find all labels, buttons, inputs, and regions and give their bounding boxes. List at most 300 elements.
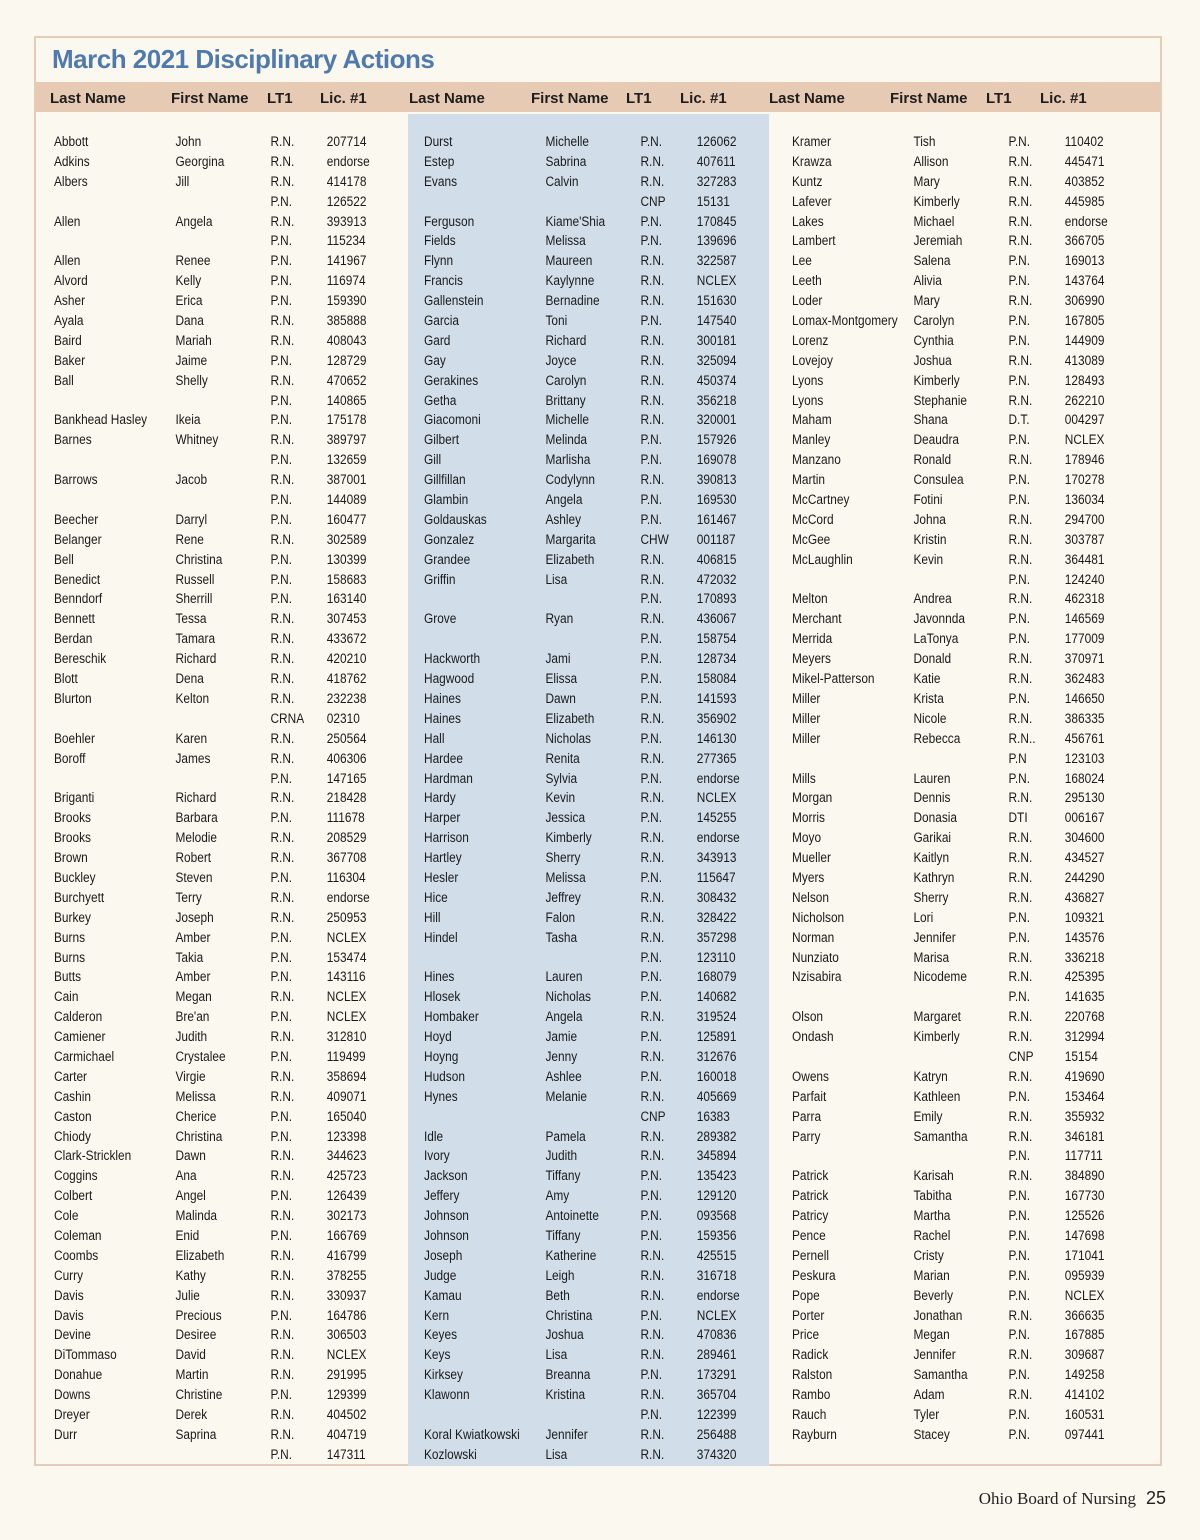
license-number-cell: 166769: [326, 1227, 367, 1243]
license-number-cell: 300181: [696, 332, 737, 348]
license-type-cell: R.N.: [1008, 452, 1033, 468]
license-number-cell: 147540: [696, 313, 737, 329]
license-number-cell: 135423: [696, 1168, 737, 1184]
last-name-cell: Flynn: [424, 253, 454, 269]
last-name-cell: Hardman: [424, 770, 473, 786]
page-footer: [979, 1488, 1166, 1509]
last-name-cell: Hardy: [424, 790, 456, 806]
license-type-cell: R.N.: [640, 392, 665, 408]
first-name-cell: Melissa: [545, 869, 586, 885]
license-number-cell: 355932: [1064, 1108, 1105, 1124]
license-number-cell: 001187: [696, 531, 736, 547]
license-type-cell: R.N.: [270, 153, 295, 169]
last-name-cell: Barnes: [54, 432, 92, 448]
license-number-cell: 159356: [696, 1227, 737, 1243]
first-name-cell: Enid: [175, 1227, 200, 1243]
first-name-cell: Judith: [175, 1029, 208, 1045]
first-name-cell: Precious: [175, 1307, 222, 1323]
license-number-cell: 434527: [1064, 850, 1105, 866]
license-type-cell: P.N.: [270, 1307, 293, 1323]
first-name-cell: John: [175, 134, 202, 149]
license-type-cell: R.N.: [640, 1267, 665, 1283]
first-name-cell: Megan: [913, 1327, 950, 1343]
first-name-cell: Adam: [913, 1387, 945, 1403]
last-name-cell: Harrison: [424, 830, 469, 846]
first-name-cell: Bre'an: [175, 1009, 210, 1025]
license-type-cell: R.N.: [270, 989, 295, 1005]
license-number-cell: 425515: [696, 1247, 737, 1263]
license-type-cell: P.N.: [270, 770, 293, 786]
license-type-cell: P.N.: [640, 810, 663, 826]
license-number-cell: 143116: [326, 969, 366, 985]
last-name-cell: Brooks: [54, 810, 91, 826]
last-name-cell: Hardee: [424, 750, 463, 766]
license-number-cell: 175178: [326, 412, 367, 428]
first-name-cell: Lisa: [545, 1347, 568, 1363]
last-name-cell: Gilbert: [424, 432, 459, 448]
license-number-cell: 129399: [326, 1387, 367, 1403]
license-type-cell: P.N.: [640, 213, 663, 229]
license-type-cell: P.N.: [1008, 1407, 1031, 1422]
license-type-cell: R.N.: [270, 611, 295, 627]
last-name-cell: Abbott: [54, 134, 89, 149]
last-name-cell: Kozlowski: [424, 1446, 477, 1462]
first-name-cell: Donald: [913, 651, 952, 667]
license-type-cell: P.N.: [1008, 1088, 1031, 1104]
last-name-cell: Dreyer: [54, 1407, 90, 1422]
license-type-cell: P.N.: [1008, 372, 1031, 388]
first-name-cell: Christina: [175, 1128, 223, 1144]
license-number-cell: 404502: [326, 1407, 367, 1422]
license-type-cell: R.N.: [270, 173, 295, 189]
last-name-cell: Lyons: [792, 392, 824, 408]
first-name-cell: Dawn: [545, 690, 576, 706]
first-name-cell: Bernadine: [545, 293, 600, 309]
last-name-cell: Burns: [54, 949, 86, 965]
last-name-cell: Burns: [54, 929, 86, 945]
license-number-cell: 408043: [326, 332, 367, 348]
license-type-cell: P.N.: [1008, 332, 1031, 348]
license-type-cell: P.N.: [1008, 690, 1031, 706]
last-name-cell: Devine: [54, 1327, 91, 1343]
first-name-cell: Marisa: [913, 949, 950, 965]
license-number-cell: 146569: [1064, 611, 1105, 627]
license-number-cell: 170278: [1064, 472, 1105, 488]
license-type-cell: P.N.: [640, 969, 663, 985]
license-number-cell: 303787: [1064, 531, 1105, 547]
last-name-cell: Lakes: [792, 213, 824, 229]
first-name-cell: Kathy: [175, 1267, 206, 1283]
license-number-cell: 406306: [326, 750, 367, 766]
last-name-cell: Durr: [54, 1426, 78, 1442]
last-name-cell: Melton: [792, 591, 828, 607]
license-number-cell: 110402: [1064, 134, 1104, 149]
first-name-cell: Kevin: [545, 790, 576, 806]
license-number-cell: 130399: [326, 551, 367, 567]
license-type-cell: R.N.: [270, 1088, 295, 1104]
first-name-cell: Amber: [175, 929, 211, 945]
license-type-cell: R.N.: [640, 1148, 665, 1164]
last-name-cell: Blott: [54, 671, 78, 687]
license-number-cell: 404719: [326, 1426, 367, 1442]
first-name-cell: Richard: [545, 332, 587, 348]
license-type-cell: P.N.: [1008, 611, 1031, 627]
license-number-cell: 291995: [326, 1367, 367, 1383]
license-type-cell: R.N.: [640, 850, 665, 866]
last-name-cell: Lovejoy: [792, 352, 833, 368]
license-type-cell: R.N.: [640, 571, 665, 587]
first-name-cell: Jessica: [545, 810, 586, 826]
last-name-cell: Gillfillan: [424, 472, 466, 488]
license-type-cell: R.N.: [270, 1168, 295, 1184]
license-type-cell: CNP: [1008, 1048, 1034, 1064]
license-type-cell: P.N.: [270, 352, 293, 368]
license-number-cell: 277365: [696, 750, 737, 766]
license-number-cell: 302589: [326, 531, 367, 547]
first-name-cell: Angela: [545, 492, 583, 508]
license-number-cell: 15131: [696, 193, 730, 209]
first-name-cell: Kathleen: [913, 1088, 961, 1104]
license-type-cell: R.N.: [640, 1128, 665, 1144]
last-name-cell: Adkins: [54, 153, 90, 169]
license-number-cell: 207714: [326, 134, 367, 149]
first-name-cell: Mariah: [175, 332, 212, 348]
license-type-cell: P.N.: [640, 1407, 663, 1422]
license-type-cell: R.N.: [270, 1247, 295, 1263]
license-type-cell: R.N.: [1008, 213, 1033, 229]
header-lic: Lic. #1: [1040, 90, 1087, 107]
license-number-cell: 171041: [1064, 1247, 1105, 1263]
last-name-cell: Evans: [424, 173, 458, 189]
last-name-cell: Goldauskas: [424, 511, 487, 527]
first-name-cell: Salena: [913, 253, 951, 269]
license-type-cell: R.N.: [270, 1367, 295, 1383]
license-number-cell: 124240: [1064, 571, 1105, 587]
first-name-cell: Carolyn: [545, 372, 587, 388]
license-type-cell: P.N.: [640, 313, 663, 329]
license-type-cell: R.N.: [640, 153, 665, 169]
last-name-cell: Bankhead Hasley: [54, 412, 148, 428]
first-name-cell: Renita: [545, 750, 580, 766]
license-number-cell: 02310: [326, 710, 360, 726]
license-type-cell: R.N.: [270, 790, 295, 806]
first-name-cell: Tabitha: [913, 1188, 952, 1204]
last-name-cell: Morgan: [792, 790, 833, 806]
last-name-cell: Peskura: [792, 1267, 836, 1283]
license-type-cell: R.N.: [270, 909, 295, 925]
last-name-cell: Keys: [424, 1347, 451, 1363]
license-type-cell: R.N.: [640, 472, 665, 488]
license-type-cell: P.N.: [270, 1446, 293, 1462]
license-number-cell: 456761: [1064, 730, 1105, 746]
last-name-cell: Colbert: [54, 1188, 93, 1204]
last-name-cell: Davis: [54, 1307, 84, 1323]
first-name-cell: Richard: [175, 790, 217, 806]
last-name-cell: Lorenz: [792, 332, 829, 348]
license-number-cell: 387001: [326, 472, 367, 488]
license-number-cell: 250564: [326, 730, 367, 746]
license-number-cell: 149258: [1064, 1367, 1105, 1383]
license-number-cell: 115647: [696, 869, 736, 885]
license-type-cell: R.N.: [1008, 671, 1033, 687]
license-type-cell: R.N.: [1008, 173, 1033, 189]
license-type-cell: R.N.: [640, 412, 665, 428]
license-type-cell: R.N.: [640, 1446, 665, 1462]
last-name-cell: Kramer: [792, 134, 831, 149]
license-type-cell: P.N.: [270, 1227, 293, 1243]
license-number-cell: 128493: [1064, 372, 1105, 388]
last-name-cell: Getha: [424, 392, 457, 408]
last-name-cell: Nzisabira: [792, 969, 842, 985]
license-number-cell: 409071: [326, 1088, 367, 1104]
license-number-cell: 159390: [326, 293, 367, 309]
license-type-cell: P.N.: [1008, 432, 1031, 448]
first-name-cell: Karisah: [913, 1168, 954, 1184]
last-name-cell: Hines: [424, 969, 455, 985]
first-name-cell: Christine: [175, 1387, 223, 1403]
license-type-cell: R.N.: [1008, 1108, 1033, 1124]
license-type-cell: P.N.: [640, 1208, 663, 1224]
license-type-cell: P.N.: [270, 1048, 293, 1064]
last-name-cell: Blurton: [54, 690, 92, 706]
first-name-cell: Cherice: [175, 1108, 217, 1124]
license-type-cell: R.N.: [640, 551, 665, 567]
license-type-cell: R.N.: [1008, 889, 1033, 905]
license-number-cell: 366635: [1064, 1307, 1105, 1323]
last-name-cell: Cole: [54, 1208, 79, 1224]
license-number-cell: 146650: [1064, 690, 1105, 706]
license-type-cell: R.N.: [640, 253, 665, 269]
license-type-cell: P.N.: [270, 551, 293, 567]
license-number-cell: 163140: [326, 591, 367, 607]
last-name-cell: Donahue: [54, 1367, 103, 1383]
last-name-cell: Miller: [792, 710, 821, 726]
license-type-cell: R.N.: [1008, 531, 1033, 547]
license-number-cell: 177009: [1064, 631, 1105, 647]
license-type-cell: R.N.: [640, 1048, 665, 1064]
first-name-cell: Sherry: [545, 850, 581, 866]
license-type-cell: P.N.: [1008, 472, 1031, 488]
first-name-cell: Brittany: [545, 392, 586, 408]
license-number-cell: 125526: [1064, 1208, 1105, 1224]
license-number-cell: 445471: [1064, 153, 1105, 169]
license-type-cell: P.N.: [640, 233, 663, 249]
first-name-cell: Jeffrey: [545, 889, 581, 905]
license-type-cell: P.N.: [640, 432, 663, 448]
license-number-cell: 386335: [1064, 710, 1105, 726]
license-type-cell: R.N.: [640, 293, 665, 309]
header-first-name: First Name: [171, 90, 249, 107]
header-lt1: LT1: [626, 90, 652, 107]
last-name-cell: Briganti: [54, 790, 95, 806]
last-name-cell: Hesler: [424, 869, 459, 885]
license-number-cell: 157926: [696, 432, 737, 448]
first-name-cell: Whitney: [175, 432, 219, 448]
license-number-cell: 006167: [1064, 810, 1105, 826]
first-name-cell: Beth: [545, 1287, 570, 1303]
first-name-cell: Katryn: [913, 1068, 948, 1084]
last-name-cell: Benndorf: [54, 591, 103, 607]
last-name-cell: McCord: [792, 511, 834, 527]
last-name-cell: Hall: [424, 730, 445, 746]
first-name-cell: Georgina: [175, 153, 225, 169]
last-name-cell: Chiody: [54, 1128, 91, 1144]
first-name-cell: Jenny: [545, 1048, 578, 1064]
license-type-cell: R.N.: [640, 1247, 665, 1263]
license-number-cell: endorse: [326, 889, 370, 905]
last-name-cell: Parra: [792, 1108, 822, 1124]
last-name-cell: McGee: [792, 531, 831, 547]
last-name-cell: Klawonn: [424, 1387, 470, 1403]
first-name-cell: Virgie: [175, 1068, 206, 1084]
first-name-cell: Jill: [175, 173, 190, 189]
license-number-cell: 307453: [326, 611, 367, 627]
license-number-cell: 366705: [1064, 233, 1105, 249]
last-name-cell: Hynes: [424, 1088, 458, 1104]
license-number-cell: 450374: [696, 372, 737, 388]
license-number-cell: 322587: [696, 253, 737, 269]
last-name-cell: Parfait: [792, 1088, 827, 1104]
first-name-cell: Garikai: [913, 830, 952, 846]
first-name-cell: Ashlee: [545, 1068, 582, 1084]
last-name-cell: Hartley: [424, 850, 462, 866]
first-name-cell: Julie: [175, 1287, 200, 1303]
license-number-cell: 140865: [326, 392, 367, 408]
license-number-cell: 330937: [326, 1287, 367, 1303]
license-number-cell: 232238: [326, 690, 367, 706]
first-name-cell: Judith: [545, 1148, 578, 1164]
license-number-cell: 160531: [1064, 1407, 1105, 1422]
last-name-cell: Radick: [792, 1347, 829, 1363]
license-type-cell: R.N.: [1008, 869, 1033, 885]
first-name-cell: Tish: [913, 134, 936, 149]
first-name-cell: Tiffany: [545, 1227, 581, 1243]
first-name-cell: Michelle: [545, 134, 590, 149]
last-name-cell: Camiener: [54, 1029, 106, 1045]
license-type-cell: R.N.: [270, 313, 295, 329]
license-number-cell: 346181: [1064, 1128, 1105, 1144]
first-name-cell: Saprina: [175, 1426, 217, 1442]
license-number-cell: 407611: [696, 153, 736, 169]
last-name-cell: Gerakines: [424, 372, 479, 388]
license-number-cell: 345894: [696, 1148, 737, 1164]
license-type-cell: R.N.: [640, 750, 665, 766]
first-name-cell: Martin: [175, 1367, 209, 1383]
license-number-cell: 119499: [326, 1048, 366, 1064]
license-type-cell: P.N.: [1008, 1367, 1031, 1383]
license-number-cell: 414102: [1064, 1387, 1105, 1403]
first-name-cell: Amy: [545, 1188, 570, 1204]
last-name-cell: Estep: [424, 153, 455, 169]
first-name-cell: Tessa: [175, 611, 207, 627]
last-name-cell: Ralston: [792, 1367, 833, 1383]
first-name-cell: Lauren: [913, 770, 951, 786]
license-number-cell: 445985: [1064, 193, 1105, 209]
disciplinary-actions-panel: [34, 36, 1162, 1466]
first-name-cell: Kelly: [175, 273, 202, 289]
license-type-cell: R.N.: [270, 1287, 295, 1303]
license-type-cell: P.N.: [1008, 1426, 1031, 1442]
license-number-cell: 218428: [326, 790, 367, 806]
last-name-cell: Cashin: [54, 1088, 91, 1104]
header-lt1: LT1: [986, 90, 1012, 107]
license-type-cell: P.N.: [640, 1068, 663, 1084]
first-name-cell: Ryan: [545, 611, 574, 627]
license-type-cell: R.N.: [640, 273, 665, 289]
license-type-cell: R.N.: [1008, 830, 1033, 846]
last-name-cell: Hackworth: [424, 651, 481, 667]
last-name-cell: Coleman: [54, 1227, 102, 1243]
license-number-cell: 405669: [696, 1088, 737, 1104]
license-number-cell: 374320: [696, 1446, 737, 1462]
license-type-cell: P.N.: [640, 511, 663, 527]
first-name-cell: Jacob: [175, 472, 208, 488]
license-number-cell: 123110: [696, 949, 736, 965]
license-number-cell: 302173: [326, 1208, 367, 1224]
last-name-cell: Koral Kwiatkowski: [424, 1426, 520, 1442]
license-number-cell: 168024: [1064, 770, 1105, 786]
last-name-cell: Pence: [792, 1227, 826, 1243]
license-type-cell: R.N.: [270, 631, 295, 647]
first-name-cell: Amber: [175, 969, 211, 985]
last-name-cell: Mills: [792, 770, 816, 786]
license-type-cell: P.N.: [270, 412, 293, 428]
first-name-cell: Jennifer: [545, 1426, 588, 1442]
first-name-cell: Calvin: [545, 173, 579, 189]
license-type-cell: R.N.: [640, 352, 665, 368]
last-name-cell: Joseph: [424, 1247, 463, 1263]
first-name-cell: Lisa: [545, 1446, 568, 1462]
last-name-cell: Patricy: [792, 1208, 829, 1224]
license-type-cell: R.N.: [1008, 551, 1033, 567]
last-name-cell: Rambo: [792, 1387, 831, 1403]
last-name-cell: Nelson: [792, 889, 829, 905]
license-number-cell: 319524: [696, 1009, 737, 1025]
last-name-cell: Morris: [792, 810, 825, 826]
last-name-cell: Moyo: [792, 830, 822, 846]
license-type-cell: R.N.: [1008, 1029, 1033, 1045]
license-type-cell: CNP: [640, 1108, 666, 1124]
license-type-cell: R.N.: [270, 1208, 295, 1224]
last-name-cell: Hindel: [424, 929, 458, 945]
first-name-cell: Andrea: [913, 591, 952, 607]
license-type-cell: R.N.: [270, 730, 295, 746]
license-number-cell: 320001: [696, 412, 737, 428]
license-type-cell: P.N.: [640, 134, 663, 149]
first-name-cell: Jeremiah: [913, 233, 963, 249]
license-type-cell: P.N.: [1008, 273, 1031, 289]
license-type-cell: P.N.: [640, 631, 663, 647]
first-name-cell: Consulea: [913, 472, 964, 488]
license-number-cell: 123398: [326, 1128, 367, 1144]
first-name-cell: Lisa: [545, 571, 568, 587]
license-type-cell: R.N.: [640, 372, 665, 388]
license-type-cell: P.N.: [640, 869, 663, 885]
license-type-cell: P.N.: [640, 730, 663, 746]
license-number-cell: 129120: [696, 1188, 737, 1204]
license-type-cell: R.N.: [270, 1148, 295, 1164]
first-name-cell: Katie: [913, 671, 941, 687]
license-number-cell: 169530: [696, 492, 737, 508]
last-name-cell: Hill: [424, 909, 441, 925]
license-number-cell: 141593: [696, 690, 737, 706]
license-number-cell: 144909: [1064, 332, 1105, 348]
last-name-cell: Mikel-Patterson: [792, 671, 875, 687]
license-type-cell: R.N.: [1008, 591, 1033, 607]
last-name-cell: Lyons: [792, 372, 824, 388]
first-name-cell: Maureen: [545, 253, 593, 269]
license-type-cell: R.N.: [640, 830, 665, 846]
